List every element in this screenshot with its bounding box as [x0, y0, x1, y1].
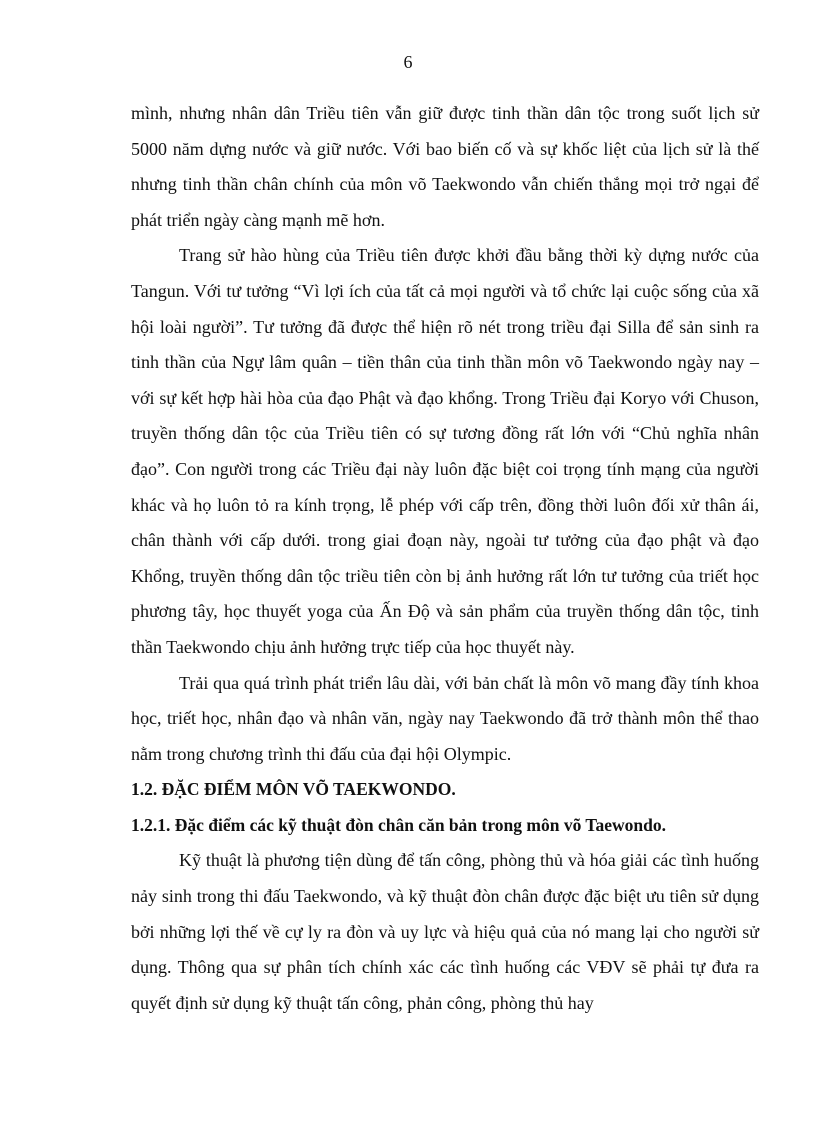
paragraph-continuation: mình, nhưng nhân dân Triều tiên vẫn giữ được tinh thần dân tộc trong suốt lịch sử 5000 năm dựng nước và giữ nước. Với bao biến cố và sự khốc liệt của lịch sử là thế nhưng tinh thần chân chính của môn võ Taekwondo vẫn chiến thắng mọi trở ngại để phát triển ngày càng mạnh mẽ hơn.	[131, 103, 759, 230]
subsection-heading: 1.2.1. Đặc điểm các kỹ thuật đòn chân căn bản trong môn võ Taewondo.	[131, 814, 666, 835]
document-body	[131, 96, 759, 1021]
section-heading: 1.2. ĐẶC ĐIỂM MÔN VÕ TAEKWONDO.	[131, 779, 456, 800]
paragraph-development: Trải qua quá trình phát triển lâu dài, với bản chất là môn võ mang đầy tính khoa học, triết học, nhân đạo và nhân văn, ngày nay Taekwondo đã trở thành môn thể thao nằm trong chương trình thi đấu của đại hội Olympic.	[131, 672, 759, 764]
page-number: 6	[403, 52, 413, 72]
paragraph-technique: Kỹ thuật là phương tiện dùng để tấn công, phòng thủ và hóa giải các tình huống nảy sinh trong thi đấu Taekwondo, và kỹ thuật đòn chân được đặc biệt ưu tiên sử dụng bởi những lợi thế về cự ly ra đòn và uy lực và hiệu quả của nó mang lại cho người sử dụng. Thông qua sự phân tích chính xác các tình huống các VĐV sẽ phải tự đưa ra quyết định sử dụng kỹ thuật tấn công, phản công, phòng thủ hay	[131, 850, 759, 1013]
paragraph-history: Trang sử hào hùng của Triều tiên được khởi đầu bằng thời kỳ dựng nước của Tangun. Với tư tưởng “Vì lợi ích của tất cả mọi người và tổ chức lại cuộc sống của xã hội loài người”. Tư tưởng đã được thể hiện rõ nét trong triều đại Silla để sản sinh ra tinh thần của Ngự lâm quân – tiền thân của tinh thần môn võ Taekwondo ngày nay – với sự kết hợp hài hòa của đạo Phật và đạo khổng. Trong Triều đại Koryo với Chuson, truyền thống dân tộc của Triều tiên có sự tương đồng rất lớn với “Chủ nghĩa nhân đạo”. Con người trong các Triều đại này luôn đặc biệt coi trọng tính mạng của người khác và họ luôn tỏ ra kính trọng, lễ phép với cấp trên, đồng thời luôn đối xử thân ái, chân thành với cấp dưới. trong giai đoạn này, ngoài tư tưởng của đạo phật và đạo Khổng, truyền thống dân tộc triều tiên còn bị ảnh hưởng rất lớn tư tưởng của triết học phương tây, học thuyết yoga của Ấn Độ và sản phẩm của truyền thống dân tộc, tinh thần Taekwondo chịu ảnh hưởng trực tiếp của học thuyết này.	[131, 245, 759, 657]
